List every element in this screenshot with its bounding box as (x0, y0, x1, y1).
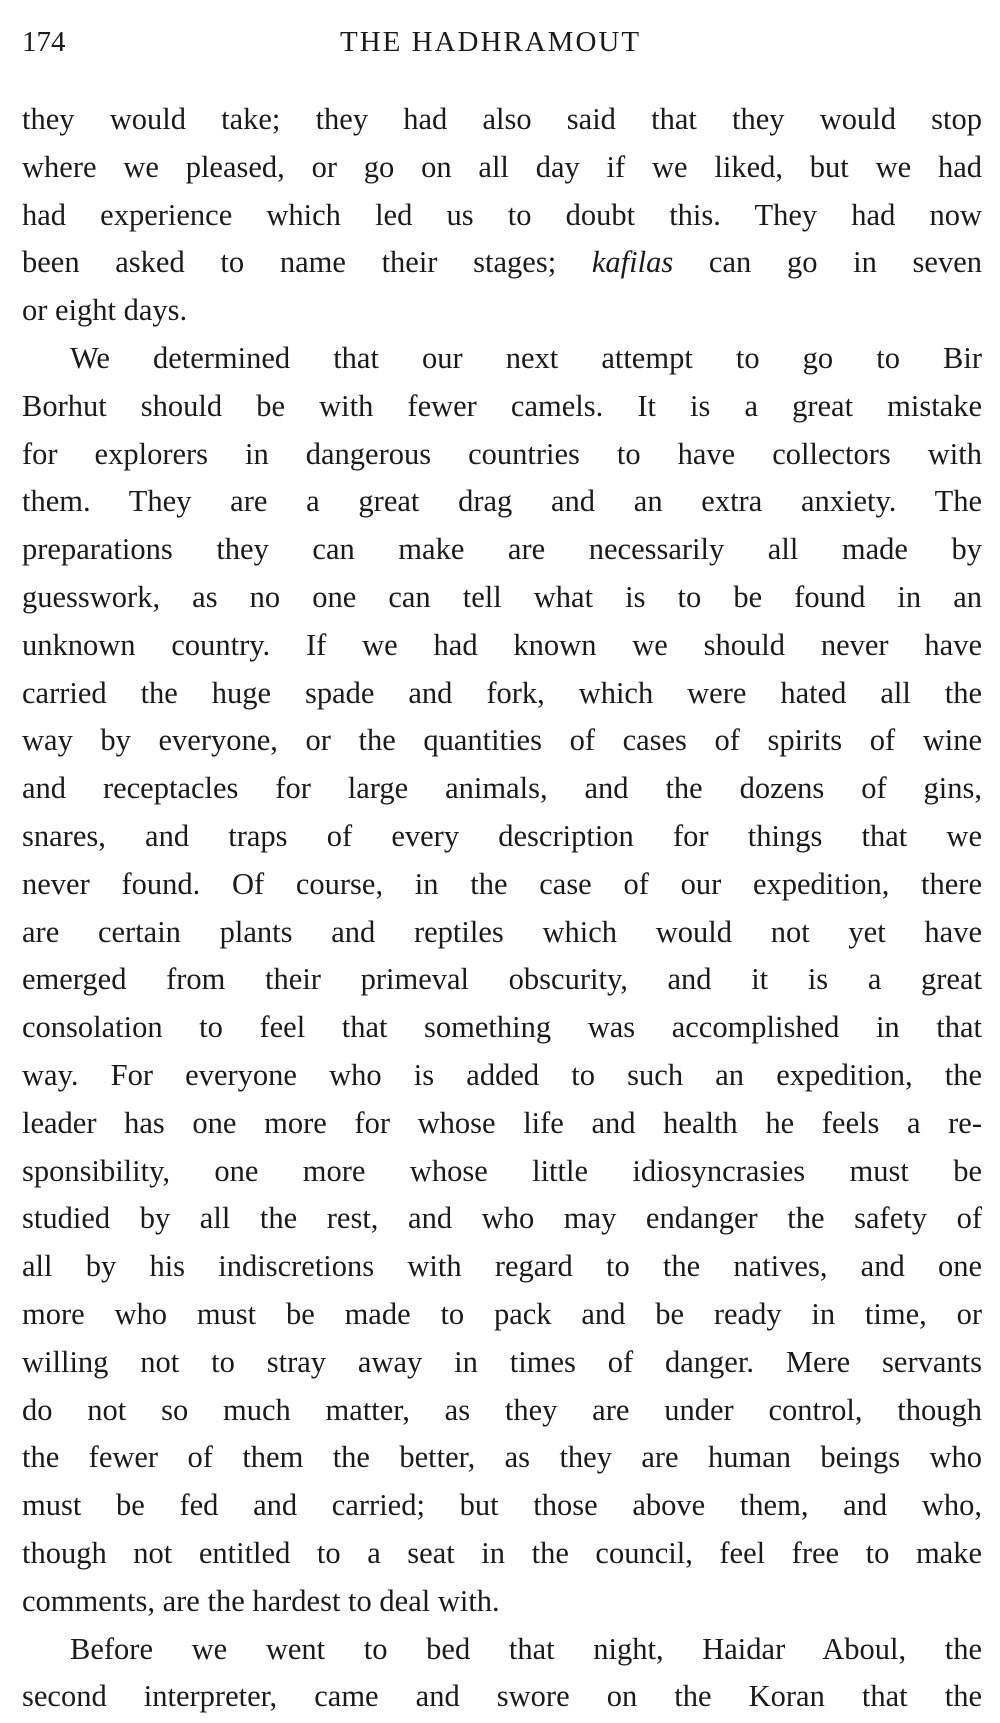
page-number: 174 (22, 26, 66, 58)
text-line: carried the huge spade and fork, which were hated all the (22, 675, 982, 710)
text-line: willing not to stray away in times of danger. Mere servants (22, 1344, 982, 1379)
text-line: and receptacles for large animals, and the dozens of gins, (22, 771, 982, 806)
text-line: they would take; they had also said that they would stop (22, 102, 982, 136)
text-line: them. They are a great drag and an extra anxiety. The (22, 484, 982, 519)
text-line: are certain plants and reptiles which would not yet have (22, 914, 982, 949)
text-line: way. For everyone who is added to such an expedition, the (22, 1057, 982, 1092)
text-line: consolation to feel that something was accomplished in that (22, 1010, 982, 1045)
text-line: Borhut should be with fewer camels. It is a great mistake (22, 388, 982, 423)
text-line: preparations they can make are necessarily all made by (22, 532, 982, 567)
paragraph-3 (22, 1626, 982, 1722)
text-line: comments, are the hardest to deal with. (22, 1583, 500, 1618)
paragraph-1 (22, 96, 982, 335)
text-line: had experience which led us to doubt this. They had now (22, 197, 982, 232)
text-segment: been asked to name their stages; (22, 245, 557, 280)
page-header (22, 22, 982, 62)
body-text (22, 96, 982, 1721)
text-line: do not so much matter, as they are under control, though (22, 1392, 982, 1427)
text-line: guesswork, as no one can tell what is to be found in an (22, 579, 982, 614)
running-title: THE HADHRAMOUT (340, 26, 642, 58)
text-line: more who must be made to pack and be ready in time, or (22, 1296, 982, 1331)
text-line: where we pleased, or go on all day if we liked, but we had (22, 149, 982, 184)
text-line: snares, and traps of every description for things that we (22, 818, 982, 853)
text-segment: can go in seven (708, 245, 983, 280)
text-line: studied by all the rest, and who may endanger the safety of (22, 1201, 982, 1236)
paragraph-2 (22, 335, 982, 1626)
text-line: leader has one more for whose life and health he feels a re- (22, 1105, 982, 1140)
text-line: must be fed and carried; but those above them, and who, (22, 1488, 982, 1523)
text-line: or eight days. (22, 293, 188, 328)
text-line: for explorers in dangerous countries to have collectors with (22, 436, 982, 471)
text-line: all by his indiscretions with regard to the natives, and one (22, 1249, 982, 1284)
text-line: Before we went to bed that night, Haidar Aboul, the (70, 1631, 982, 1666)
text-line: unknown country. If we had known we should never have (22, 627, 982, 662)
text-line: We determined that our next attempt to go to Bir (70, 340, 982, 375)
italic-term: kafilas (591, 245, 674, 280)
text-line: way by everyone, or the quantities of cases of spirits of wine (22, 723, 982, 758)
text-line: emerged from their primeval obscurity, and it is a great (22, 962, 982, 997)
text-line-mixed (22, 239, 982, 287)
text-line: the fewer of them the better, as they are human beings who (22, 1440, 982, 1475)
text-line: second interpreter, came and swore on the Koran that the (22, 1679, 982, 1714)
text-line: sponsibility, one more whose little idiosyncrasies must be (22, 1153, 982, 1188)
text-line: never found. Of course, in the case of our expedition, there (22, 866, 982, 901)
text-line: though not entitled to a seat in the council, feel free to make (22, 1535, 982, 1570)
